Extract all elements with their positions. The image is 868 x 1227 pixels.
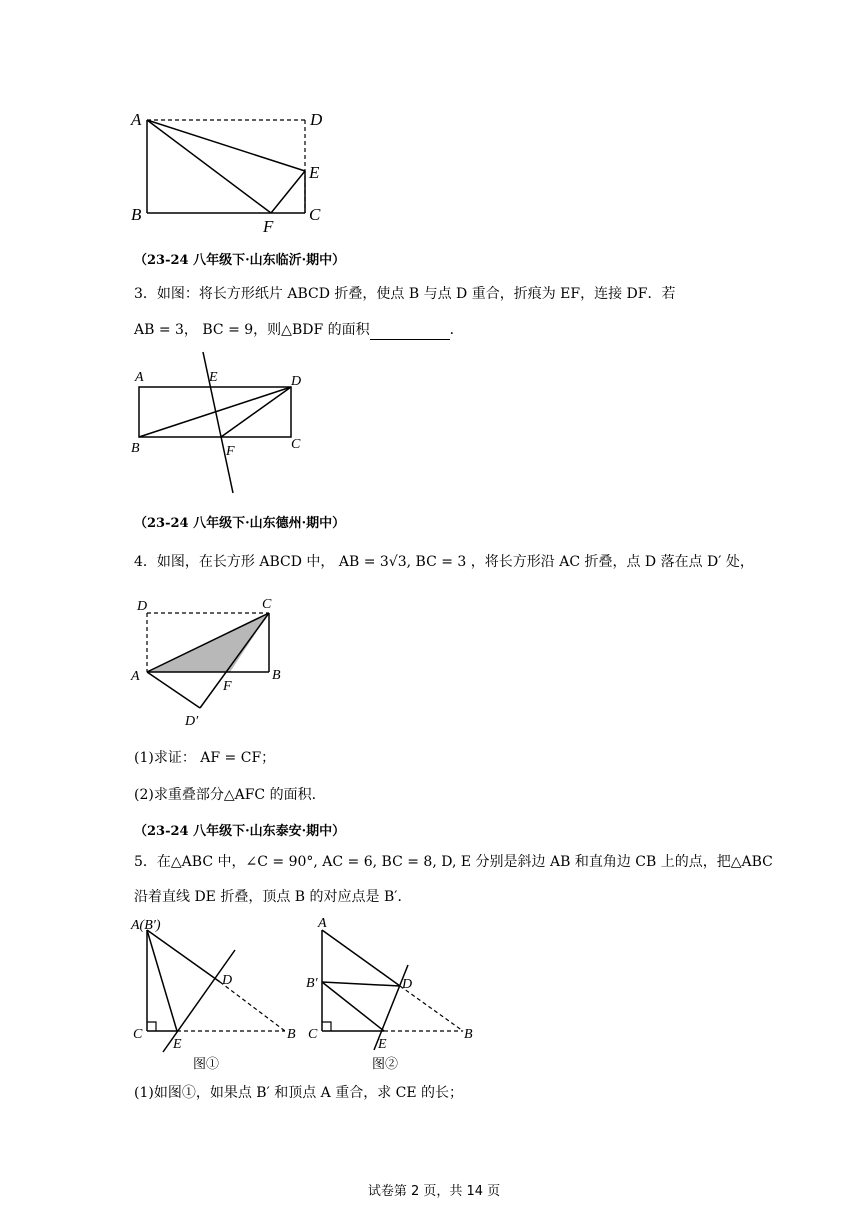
q5-fig2-label-d: D — [402, 977, 413, 992]
q5-fig1-label-ab: A(B′) — [131, 918, 161, 933]
q5-line1: 5．在△ABC 中，∠C = 90°, AC = 6, BC = 8, D, E 分别是斜边 AB 和直角边 CB 上的点，把△ABC — [134, 854, 773, 870]
q4-part2: (2)求重叠部分△AFC 的面积. — [134, 787, 317, 803]
q5-fig1-label-d: D — [222, 973, 233, 988]
q3-label-a: A — [135, 370, 144, 385]
q2-label-c: C — [309, 205, 321, 224]
q4-label-d: D — [137, 599, 148, 614]
q2-label-d: D — [310, 110, 323, 129]
q5-figure-1 — [125, 910, 305, 1075]
q3-label-e: E — [209, 370, 218, 385]
q3-line2 — [134, 320, 464, 340]
page-footer: 试卷第 2 页，共 14 页 — [367, 1184, 501, 1199]
q2-label-b: B — [131, 205, 142, 224]
q2-source: （23-24 八年级下·山东临沂·期中） — [134, 253, 346, 268]
q5-fig1-label-e: E — [173, 1037, 182, 1052]
q2-label-e: E — [309, 163, 320, 182]
q5-fig1-label-b: B — [287, 1027, 296, 1042]
q4-label-dprime: D′ — [185, 714, 199, 729]
q3-label-c: C — [291, 437, 301, 452]
q3-line2-text: AB = 3， BC = 9，则△BDF 的面积 — [134, 322, 370, 338]
q4-part1: (1)求证： AF = CF； — [134, 750, 276, 766]
q3-label-f: F — [226, 444, 235, 459]
q5-figure-2 — [300, 910, 490, 1075]
q5-fig2-label-bprime: B′ — [306, 976, 318, 991]
q2-figure — [125, 105, 345, 235]
q4-source: （23-24 八年级下·山东泰安·期中） — [134, 824, 346, 839]
q4-figure — [125, 590, 305, 735]
q5-part1: (1)如图①，如果点 B′ 和顶点 A 重合，求 CE 的长； — [134, 1085, 464, 1101]
q3-answer-blank[interactable] — [370, 325, 450, 340]
q3-label-d: D — [291, 374, 302, 389]
q5-fig2-label-a: A — [318, 916, 327, 931]
q4-line1: 4．如图，在长方形 ABCD 中， AB = 3√3, BC = 3 ，将长方形沿 AC 折叠，点 D 落在点 D′ 处， — [134, 554, 754, 570]
q3-label-b: B — [131, 441, 140, 456]
q2-label-a: A — [131, 110, 142, 129]
q4-label-b: B — [272, 668, 281, 683]
q5-fig2-label-b: B — [464, 1027, 473, 1042]
q5-fig2-caption: 图② — [372, 1056, 399, 1071]
q4-label-c: C — [262, 597, 272, 612]
q4-label-f: F — [223, 679, 232, 694]
q5-line2: 沿着直线 DE 折叠，顶点 B 的对应点是 B′． — [134, 889, 412, 905]
q5-fig2-label-c: C — [308, 1027, 318, 1042]
q4-label-a: A — [131, 669, 140, 684]
q3-source: （23-24 八年级下·山东德州·期中） — [134, 516, 346, 531]
q3-line1: 3．如图：将长方形纸片 ABCD 折叠，使点 B 与点 D 重合，折痕为 EF，连接 DF．若 — [134, 286, 676, 302]
q2-label-f: F — [263, 217, 274, 236]
q3-figure — [125, 350, 325, 500]
q5-fig2-label-e: E — [378, 1037, 387, 1052]
q3-line2-end: ． — [449, 322, 464, 338]
q5-fig1-caption: 图① — [193, 1056, 220, 1071]
q5-fig1-label-c: C — [133, 1027, 143, 1042]
